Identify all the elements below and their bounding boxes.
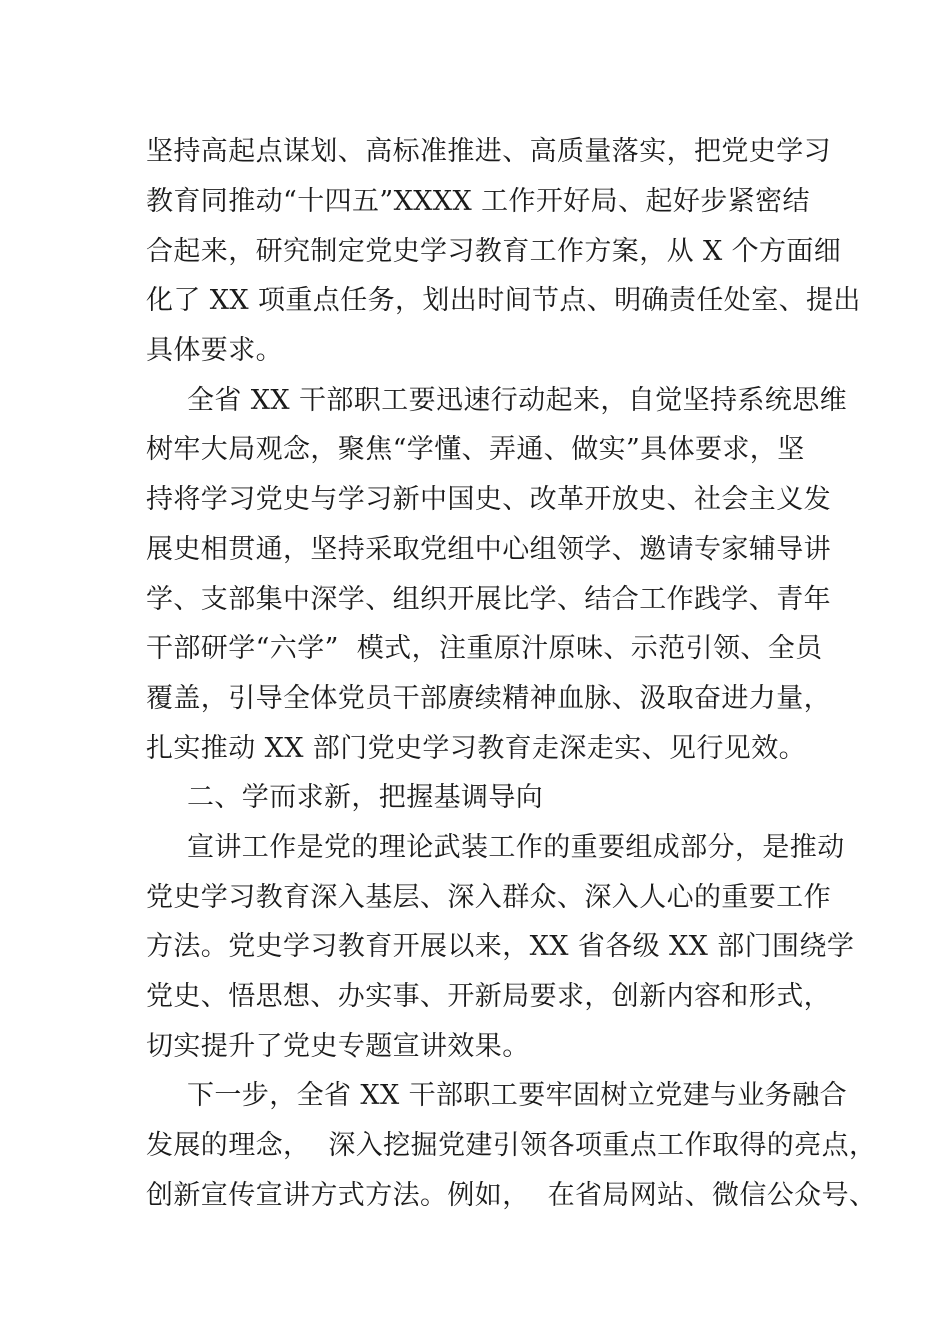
text-line-12: 覆盖，引导全体党员干部赓续精神血脉、汲取奋进力量，: [146, 683, 831, 714]
text-line-17: 方法。党史学习教育开展以来，XX 省各级 XX 部门围绕学: [146, 931, 855, 962]
text-line-1: 坚持高起点谋划、高标准推进、高质量落实，把党史学习: [146, 136, 831, 167]
text-line-19: 切实提升了党史专题宣讲效果。: [146, 1031, 530, 1062]
paragraph-start-line: 全省 XX 干部职工要迅速行动起来，自觉坚持系统思维: [187, 385, 848, 416]
paragraph-start-line: 下一步，全省 XX 干部职工要牢固树立党建与业务融合: [187, 1080, 848, 1111]
text-line-18: 党史、悟思想、办实事、开新局要求，创新内容和形式，: [146, 981, 831, 1012]
text-line-5: 具体要求。: [146, 335, 283, 366]
text-line-8: 持将学习党史与学习新中国史、改革开放史、社会主义发: [146, 484, 831, 515]
paragraph-start-line: 宣讲工作是党的理论武装工作的重要组成部分，是推动: [187, 832, 845, 863]
text-line-9: 展史相贯通，坚持采取党组中心组领学、邀请专家辅导讲: [146, 534, 831, 565]
text-line-3: 合起来，研究制定党史学习教育工作方案，从 X 个方面细: [146, 236, 842, 267]
text-line-4: 化了 XX 项重点任务，划出时间节点、明确责任处室、提出: [146, 285, 861, 316]
text-line-22: 创新宣传宣讲方式方法。例如， 在省局网站、微信公众号、: [146, 1180, 877, 1211]
text-line-13: 扎实推动 XX 部门党史学习教育走深走实、见行见效。: [146, 733, 807, 764]
text-line-11: 干部研学“六学” 模式，注重原汁原味、示范引领、全员: [146, 633, 823, 664]
text-line-16: 党史学习教育深入基层、深入群众、深入人心的重要工作: [146, 882, 831, 913]
text-line-2: 教育同推动“十四五”XXXX 工作开好局、起好步紧密结: [146, 186, 810, 217]
text-line-21: 发展的理念， 深入挖掘党建引领各项重点工作取得的亮点，: [146, 1130, 877, 1161]
text-line-10: 学、支部集中深学、组织开展比学、结合工作践学、青年: [146, 584, 831, 615]
text-line-7: 树牢大局观念，聚焦“学懂、弄通、做实”具体要求，坚: [146, 434, 805, 465]
section-heading: 二、学而求新，把握基调导向: [187, 782, 544, 813]
